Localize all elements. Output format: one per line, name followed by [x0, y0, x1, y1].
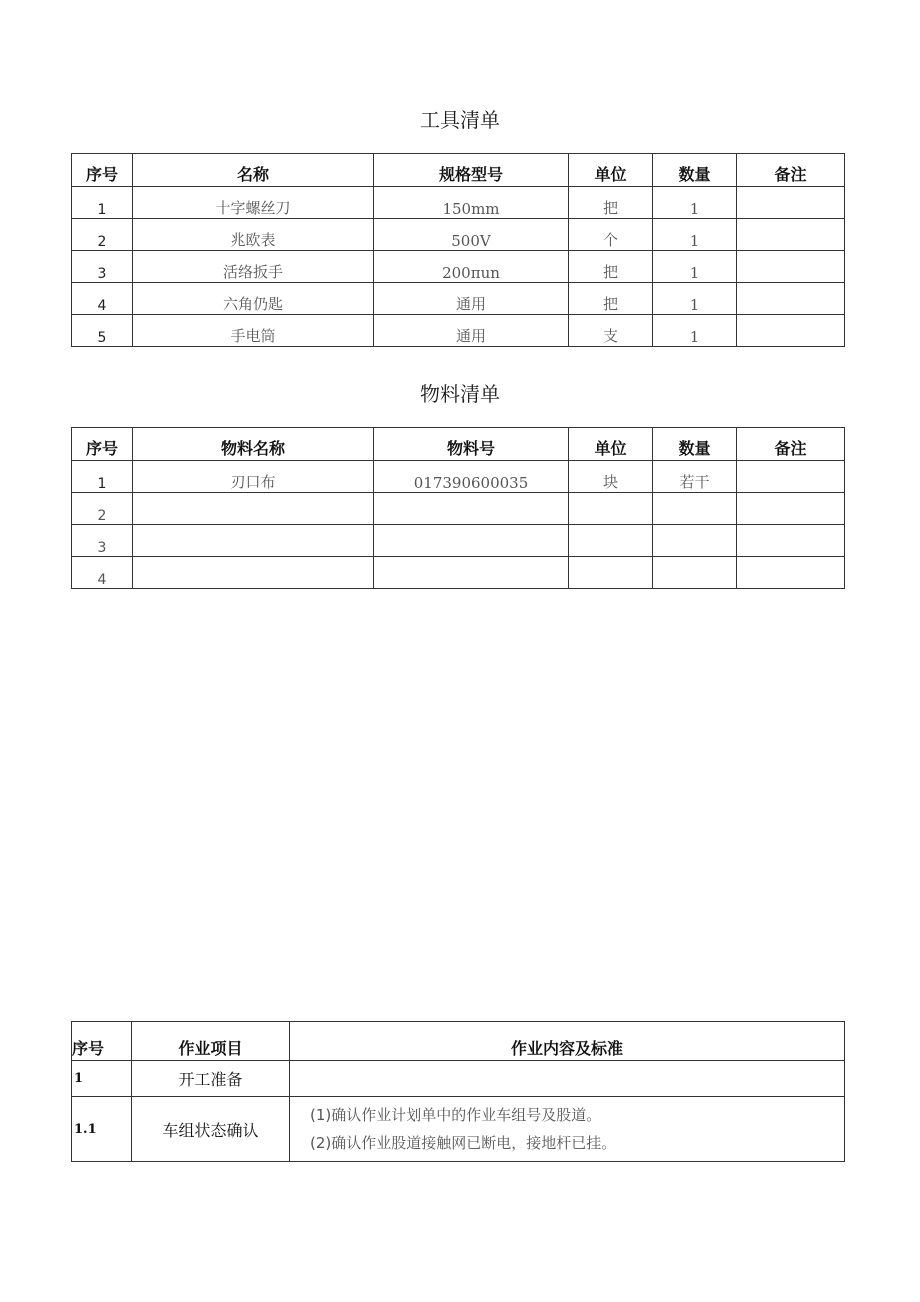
cell-material-name: 刃口布	[133, 461, 374, 493]
cell-code: 1.1	[72, 1097, 132, 1162]
cell-work-item: 开工准备	[132, 1061, 290, 1097]
cell-quantity: 1	[653, 315, 737, 347]
cell-material-name	[133, 557, 374, 589]
cell-quantity: 1	[653, 283, 737, 315]
cell-remark	[737, 461, 845, 493]
cell-seq: 4	[72, 557, 133, 589]
cell-seq: 5	[72, 315, 133, 347]
header-material-number: 物料号	[374, 428, 569, 461]
material-list-header-row	[72, 428, 845, 461]
cell-quantity: 1	[653, 187, 737, 219]
cell-quantity	[653, 557, 737, 589]
cell-unit: 支	[569, 315, 653, 347]
table-row	[72, 557, 845, 589]
cell-material-number	[374, 493, 569, 525]
cell-material-number	[374, 557, 569, 589]
material-list-title: 物料清单	[420, 382, 500, 406]
cell-remark	[737, 283, 845, 315]
tool-list-header-row	[72, 154, 845, 187]
work-table-header-row	[72, 1022, 845, 1061]
table-row	[72, 525, 845, 557]
cell-remark	[737, 493, 845, 525]
cell-work-item: 车组状态确认	[132, 1097, 290, 1162]
cell-unit	[569, 557, 653, 589]
tool-list-title: 工具清单	[420, 108, 500, 132]
cell-material-number	[374, 525, 569, 557]
table-row	[72, 283, 845, 315]
cell-quantity	[653, 493, 737, 525]
header-remark: 备注	[737, 154, 845, 187]
cell-work-content	[290, 1061, 845, 1097]
header-work-content: 作业内容及标准	[290, 1022, 845, 1061]
cell-work-content	[290, 1097, 845, 1162]
cell-material-name	[133, 493, 374, 525]
content-line: (2)确认作业股道接触网已断电，接地杆已挂。	[310, 1134, 617, 1152]
tool-list-table	[71, 153, 845, 347]
cell-name: 活络扳手	[133, 251, 374, 283]
cell-spec: 150mm	[374, 187, 569, 219]
cell-name: 六角仍匙	[133, 283, 374, 315]
cell-name: 手电筒	[133, 315, 374, 347]
header-seq: 序号	[72, 154, 133, 187]
header-seq: 序号	[72, 1022, 132, 1061]
cell-unit: 把	[569, 187, 653, 219]
cell-seq: 4	[72, 283, 133, 315]
cell-seq: 1	[72, 187, 133, 219]
table-row	[72, 187, 845, 219]
cell-remark	[737, 219, 845, 251]
cell-unit	[569, 493, 653, 525]
cell-unit: 把	[569, 283, 653, 315]
cell-name: 兆欧表	[133, 219, 374, 251]
header-name: 名称	[133, 154, 374, 187]
cell-quantity: 1	[653, 251, 737, 283]
cell-spec: 通用	[374, 283, 569, 315]
table-row	[72, 493, 845, 525]
table-row	[72, 1061, 845, 1097]
cell-quantity	[653, 525, 737, 557]
table-row	[72, 315, 845, 347]
table-row	[72, 1097, 845, 1162]
cell-seq: 2	[72, 493, 133, 525]
cell-quantity: 1	[653, 219, 737, 251]
cell-unit: 块	[569, 461, 653, 493]
cell-material-name	[133, 525, 374, 557]
cell-name: 十字螺丝刀	[133, 187, 374, 219]
cell-seq: 1	[72, 461, 133, 493]
cell-unit: 把	[569, 251, 653, 283]
header-spec: 规格型号	[374, 154, 569, 187]
cell-spec: 200πun	[374, 251, 569, 283]
table-row	[72, 219, 845, 251]
cell-seq: 2	[72, 219, 133, 251]
cell-unit	[569, 525, 653, 557]
material-list-table	[71, 427, 845, 589]
header-quantity: 数量	[653, 154, 737, 187]
cell-remark	[737, 251, 845, 283]
cell-remark	[737, 315, 845, 347]
table-row	[72, 461, 845, 493]
cell-seq: 3	[72, 251, 133, 283]
table-row	[72, 251, 845, 283]
header-material-name: 物料名称	[133, 428, 374, 461]
header-unit: 单位	[569, 428, 653, 461]
header-quantity: 数量	[653, 428, 737, 461]
cell-remark	[737, 525, 845, 557]
header-unit: 单位	[569, 154, 653, 187]
header-seq: 序号	[72, 428, 133, 461]
cell-code: 1	[72, 1061, 132, 1097]
header-work-item: 作业项目	[132, 1022, 290, 1061]
cell-remark	[737, 557, 845, 589]
cell-material-number: 017390600035	[374, 461, 569, 493]
cell-spec: 通用	[374, 315, 569, 347]
cell-spec: 500V	[374, 219, 569, 251]
cell-unit: 个	[569, 219, 653, 251]
content-line: (1)确认作业计划单中的作业车组号及股道。	[310, 1106, 602, 1124]
cell-seq: 3	[72, 525, 133, 557]
cell-remark	[737, 187, 845, 219]
header-remark: 备注	[737, 428, 845, 461]
work-content-table	[71, 1021, 845, 1162]
cell-quantity: 若干	[653, 461, 737, 493]
